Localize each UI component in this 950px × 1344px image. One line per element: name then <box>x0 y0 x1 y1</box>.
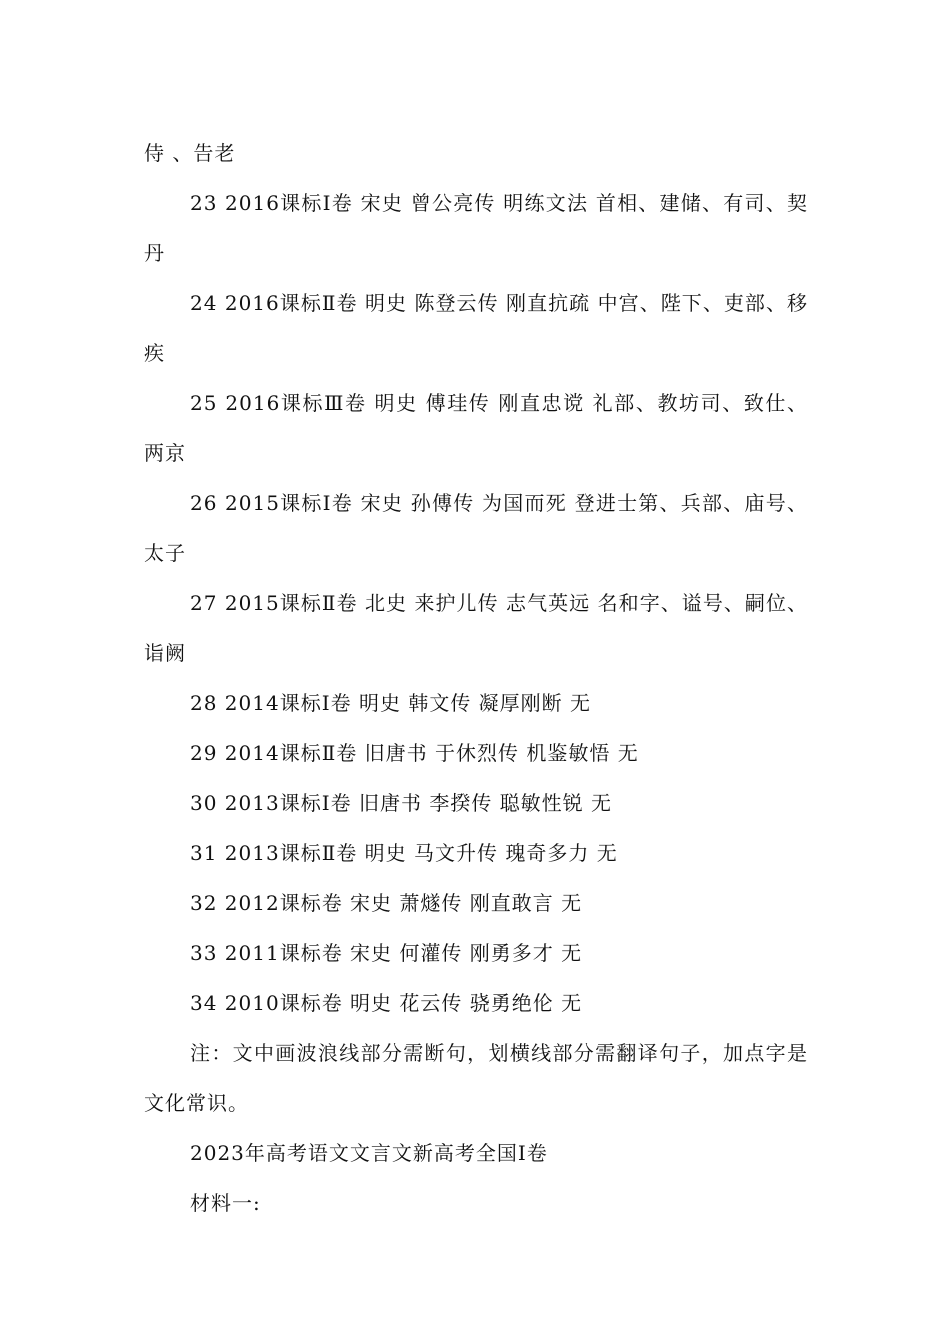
paragraph-5: 27 2015课标Ⅱ卷 北史 来护儿传 志气英远 名和字、谥号、嗣位、诣阙 <box>144 591 808 665</box>
paragraph-1: 23 2016课标Ⅰ卷 宋史 曾公亮传 明练文法 首相、建储、有司、契丹 <box>144 191 808 265</box>
document-body <box>144 128 808 1228</box>
paragraph-10: 32 2012课标卷 宋史 萧燧传 刚直敢言 无 <box>190 891 583 915</box>
paragraph-3: 25 2016课标Ⅲ卷 明史 傅珪传 刚直忠谠 礼部、教坊司、致仕、两京 <box>144 391 808 465</box>
paragraph-9: 31 2013课标Ⅱ卷 明史 马文升传 瑰奇多力 无 <box>190 841 618 865</box>
paragraph-15: 材料一: <box>190 1191 261 1215</box>
paragraph-7: 29 2014课标Ⅱ卷 旧唐书 于休烈传 机鉴敏悟 无 <box>190 741 639 765</box>
paragraph-13: 注：文中画波浪线部分需断句，划横线部分需翻译句子，加点字是文化常识。 <box>144 1041 808 1115</box>
paragraph-6: 28 2014课标Ⅰ卷 明史 韩文传 凝厚刚断 无 <box>190 691 592 715</box>
paragraph-2: 24 2016课标Ⅱ卷 明史 陈登云传 刚直抗疏 中宫、陛下、吏部、移疾 <box>144 291 808 365</box>
paragraph-4: 26 2015课标Ⅰ卷 宋史 孙傅传 为国而死 登进士第、兵部、庙号、太子 <box>144 491 808 565</box>
paragraph-0: 侍 、告老 <box>144 141 236 165</box>
paragraph-8: 30 2013课标Ⅰ卷 旧唐书 李揆传 聪敏性锐 无 <box>190 791 613 815</box>
paragraph-11: 33 2011课标卷 宋史 何灌传 刚勇多才 无 <box>190 941 583 965</box>
paragraph-12: 34 2010课标卷 明史 花云传 骁勇绝伦 无 <box>190 991 583 1015</box>
paragraph-14: 2023年高考语文文言文新高考全国Ⅰ卷 <box>190 1141 548 1165</box>
